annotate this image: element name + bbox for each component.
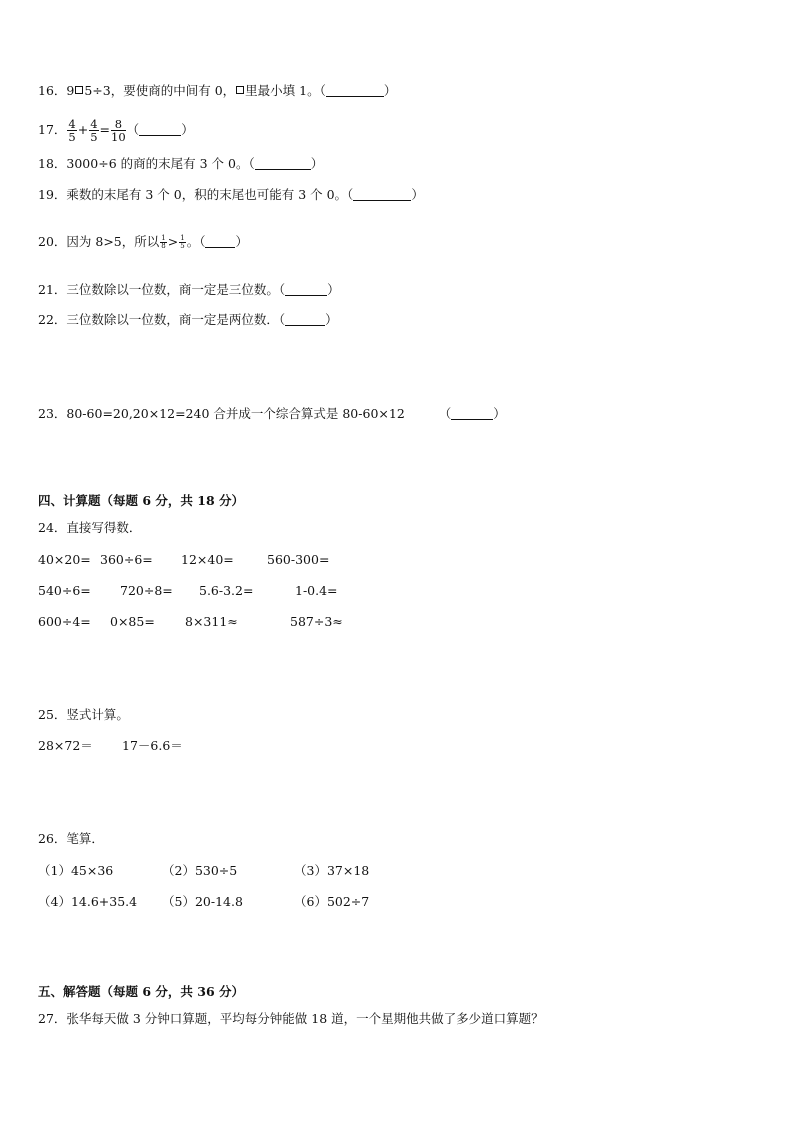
answer-blank[interactable] [285, 283, 327, 296]
arithmetic-item: 600÷4= [38, 614, 91, 629]
arithmetic-item: （6）502÷7 [294, 894, 370, 909]
question-17 [38, 118, 194, 143]
q20-close: ） [235, 234, 248, 249]
plus-sign: + [77, 122, 89, 137]
equals-sign: = [99, 122, 111, 137]
q21-close: ） [327, 282, 340, 297]
question-25-title: 25．竖式计算。 [38, 707, 129, 722]
q23-text: 23．80-60=20,20×12=240 合并成一个综合算式是 80-60×12 [38, 406, 405, 421]
fraction-denominator: 5 [180, 242, 185, 250]
answer-blank[interactable] [255, 157, 311, 170]
arithmetic-item: 360÷6= [100, 552, 153, 567]
question-20 [38, 233, 248, 251]
q26-row-1 [38, 862, 754, 880]
question-27: 27．张华每天做 3 分钟口算题，平均每分钟能做 18 道，一个星期他共做了多少道口算题？ [38, 1011, 544, 1026]
answer-blank[interactable] [451, 407, 493, 420]
question-22 [38, 311, 338, 329]
q26-row-2 [38, 893, 754, 911]
q22-text: 22．三位数除以一位数，商一定是两位数．（ [38, 312, 286, 327]
question-16 [38, 82, 396, 100]
answer-blank[interactable] [285, 313, 325, 326]
question-19 [38, 186, 424, 204]
arithmetic-item: 1-0.4= [295, 583, 338, 598]
arithmetic-item: 12×40= [181, 552, 234, 567]
fraction-numerator: 4 [68, 117, 76, 131]
fraction-denominator: 8 [161, 242, 166, 250]
question-23 [38, 405, 506, 423]
q19-close: ） [411, 187, 424, 202]
arithmetic-item: （3）37×18 [294, 863, 370, 878]
fraction [67, 118, 76, 143]
arithmetic-item: 40×20= [38, 552, 91, 567]
answer-blank[interactable] [139, 123, 181, 136]
q16-text: 5÷3，要使商的中间有 0， [84, 83, 236, 98]
fraction-denominator: 5 [68, 130, 76, 144]
q20-tail: 。（ [186, 234, 206, 249]
arithmetic-item: 8×311≈ [185, 614, 238, 629]
greater-than-sign: > [167, 234, 179, 249]
q16-text-2: 里最小填 1。（ [245, 83, 326, 98]
q21-text: 21．三位数除以一位数，商一定是三位数。（ [38, 282, 286, 297]
fraction-denominator: 10 [111, 130, 126, 144]
q16-close: ） [383, 83, 397, 98]
arithmetic-item: （1）45×36 [38, 863, 114, 878]
arithmetic-item: 17－6.6＝ [122, 738, 183, 753]
answer-blank[interactable] [205, 235, 235, 248]
fraction [111, 118, 126, 143]
q24-row-3 [38, 613, 754, 631]
arithmetic-item: 540÷6= [38, 583, 91, 598]
arithmetic-item: （4）14.6+35.4 [38, 894, 138, 909]
q19-text: 19．乘数的末尾有 3 个 0，积的末尾也可能有 3 个 0。（ [38, 187, 354, 202]
q22-close: ） [325, 312, 338, 327]
q16-prefix: 16．9 [38, 83, 75, 98]
question-18 [38, 155, 323, 173]
q20-text: 20．因为 8>5，所以 [38, 234, 160, 249]
question-24-title: 24．直接写得数． [38, 520, 142, 535]
arithmetic-item: 720÷8= [120, 583, 173, 598]
answer-blank[interactable] [326, 84, 384, 97]
q23-open: （ [438, 406, 452, 421]
fraction [89, 118, 98, 143]
fraction-numerator: 1 [180, 234, 185, 242]
answer-blank[interactable] [353, 188, 411, 201]
q24-row-1 [38, 551, 754, 569]
fraction-numerator: 4 [90, 117, 98, 131]
empty-box-icon [236, 86, 244, 94]
empty-box-icon [75, 86, 83, 94]
arithmetic-item: 28×72＝ [38, 738, 93, 753]
q18-close: ） [310, 156, 324, 171]
arithmetic-item: 5.6-3.2= [199, 583, 254, 598]
q17-close: ） [181, 122, 194, 137]
q17-number: 17． [38, 122, 67, 137]
fraction [160, 235, 166, 250]
question-21 [38, 281, 340, 299]
question-26-title: 26．笔算． [38, 831, 104, 846]
arithmetic-item: （5）20-14.8 [162, 894, 243, 909]
section-heading-4: 四、计算题（每题 6 分，共 18 分） [38, 493, 245, 508]
q17-open: （ [126, 122, 140, 137]
q23-close: ） [493, 406, 506, 421]
q25-row [38, 737, 754, 755]
arithmetic-item: 560-300= [267, 552, 330, 567]
arithmetic-item: 0×85= [110, 614, 155, 629]
arithmetic-item: 587÷3≈ [290, 614, 343, 629]
q18-text: 18．3000÷6 的商的末尾有 3 个 0。（ [38, 156, 255, 171]
section-heading-5: 五、解答题（每题 6 分，共 36 分） [38, 984, 245, 999]
q24-row-2 [38, 582, 754, 600]
fraction [179, 235, 185, 250]
fraction-numerator: 1 [161, 234, 166, 242]
fraction-numerator: 8 [111, 118, 126, 131]
fraction-denominator: 5 [90, 130, 98, 144]
arithmetic-item: （2）530÷5 [162, 863, 238, 878]
